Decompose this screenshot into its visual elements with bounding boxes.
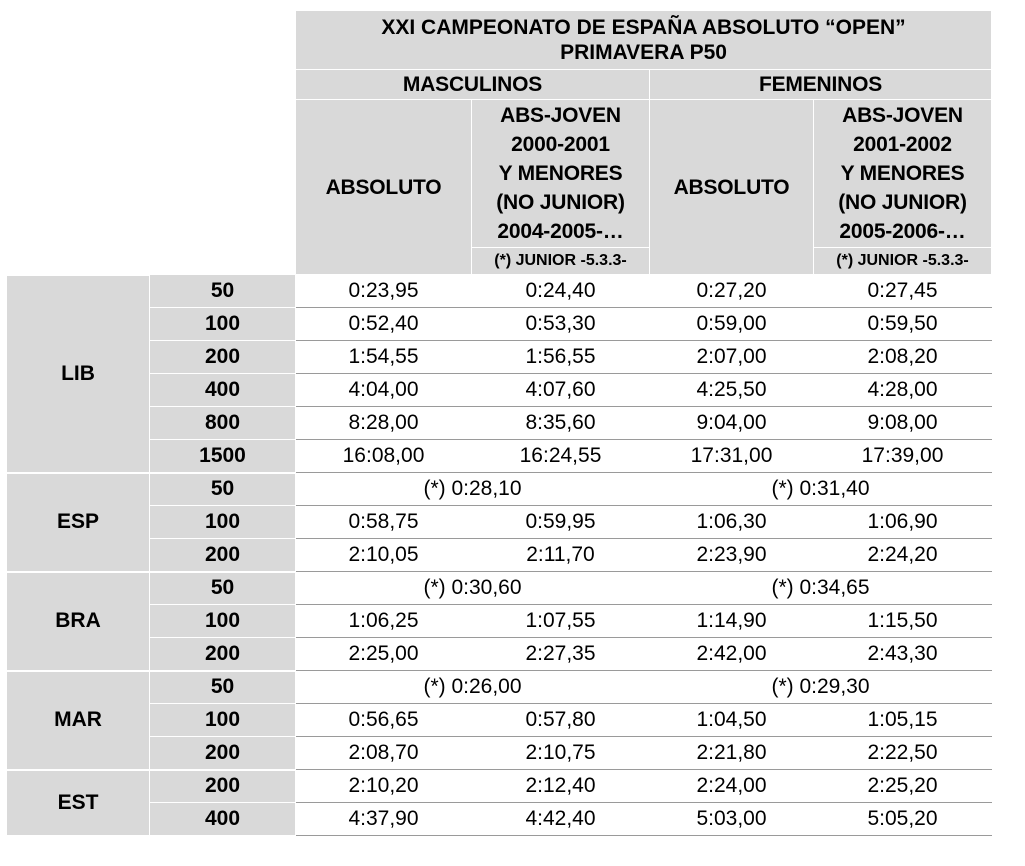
f-absoluto-time: 5:03,00 bbox=[650, 803, 814, 836]
f-joven-line: 2005-2006-… bbox=[839, 220, 966, 243]
m-joven-time: 2:12,40 bbox=[472, 770, 650, 803]
f-joven-time: 2:24,20 bbox=[814, 539, 992, 572]
stroke-label: EST bbox=[7, 770, 150, 836]
table-row bbox=[7, 770, 992, 803]
m-merged-time: (*) 0:30,60 bbox=[296, 572, 650, 605]
m-joven-line: Y MENORES bbox=[498, 162, 623, 185]
m-joven-time: 8:35,60 bbox=[472, 407, 650, 440]
m-absoluto-time: 8:28,00 bbox=[296, 407, 472, 440]
m-joven-time: 0:53,30 bbox=[472, 308, 650, 341]
header-blank bbox=[7, 11, 296, 275]
f-joven-time: 4:28,00 bbox=[814, 374, 992, 407]
m-joven-time: 4:07,60 bbox=[472, 374, 650, 407]
m-merged-time: (*) 0:28,10 bbox=[296, 473, 650, 506]
f-absoluto-time: 2:24,00 bbox=[650, 770, 814, 803]
m-absoluto-time: 16:08,00 bbox=[296, 440, 472, 473]
stroke-label: ESP bbox=[7, 473, 150, 572]
f-merged-time: (*) 0:31,40 bbox=[650, 473, 992, 506]
f-joven-line: (NO JUNIOR) bbox=[838, 191, 967, 214]
table-row bbox=[7, 638, 992, 671]
m-absoluto-time: 4:37,90 bbox=[296, 803, 472, 836]
f-absoluto-time: 17:31,00 bbox=[650, 440, 814, 473]
table-row bbox=[7, 341, 992, 374]
f-joven-time: 1:15,50 bbox=[814, 605, 992, 638]
f-joven-time: 5:05,20 bbox=[814, 803, 992, 836]
m-joven-time: 1:07,55 bbox=[472, 605, 650, 638]
f-absoluto-time: 1:14,90 bbox=[650, 605, 814, 638]
f-absoluto-time: 2:21,80 bbox=[650, 737, 814, 770]
distance-label: 100 bbox=[150, 605, 296, 638]
m-joven-line: (NO JUNIOR) bbox=[496, 191, 625, 214]
femeninos-header: FEMENINOS bbox=[650, 70, 992, 100]
f-joven-time: 2:08,20 bbox=[814, 341, 992, 374]
m-absoluto-time: 2:25,00 bbox=[296, 638, 472, 671]
distance-label: 200 bbox=[150, 341, 296, 374]
distance-label: 200 bbox=[150, 539, 296, 572]
title-line2: PRIMAVERA P50 bbox=[560, 41, 727, 64]
f-joven-time: 17:39,00 bbox=[814, 440, 992, 473]
f-joven-line: Y MENORES bbox=[840, 162, 965, 185]
f-absoluto-time: 1:04,50 bbox=[650, 704, 814, 737]
table-row bbox=[7, 275, 992, 308]
f-junior-note: (*) JUNIOR -5.3.3- bbox=[814, 248, 992, 275]
f-joven-line: ABS-JOVEN bbox=[842, 104, 963, 127]
f-joven-line: 2001-2002 bbox=[853, 133, 952, 156]
table-row bbox=[7, 539, 992, 572]
distance-label: 200 bbox=[150, 737, 296, 770]
f-absoluto-time: 9:04,00 bbox=[650, 407, 814, 440]
m-absoluto-time: 2:10,20 bbox=[296, 770, 472, 803]
distance-label: 800 bbox=[150, 407, 296, 440]
table-row bbox=[7, 308, 992, 341]
table-row bbox=[7, 473, 992, 506]
distance-label: 200 bbox=[150, 770, 296, 803]
m-merged-time: (*) 0:26,00 bbox=[296, 671, 650, 704]
f-absoluto-time: 2:23,90 bbox=[650, 539, 814, 572]
distance-label: 100 bbox=[150, 704, 296, 737]
m-joven-line: 2004-2005-… bbox=[497, 220, 624, 243]
m-absoluto-time: 0:23,95 bbox=[296, 275, 472, 308]
table-row bbox=[7, 572, 992, 605]
m-joven-time: 0:24,40 bbox=[472, 275, 650, 308]
f-joven-time: 2:43,30 bbox=[814, 638, 992, 671]
distance-label: 100 bbox=[150, 308, 296, 341]
f-joven-time: 1:06,90 bbox=[814, 506, 992, 539]
distance-label: 50 bbox=[150, 473, 296, 506]
page-title bbox=[296, 11, 992, 70]
table-row bbox=[7, 506, 992, 539]
stroke-label: LIB bbox=[7, 275, 150, 473]
f-absoluto-time: 2:42,00 bbox=[650, 638, 814, 671]
m-joven-time: 1:56,55 bbox=[472, 341, 650, 374]
m-absoluto-time: 0:56,65 bbox=[296, 704, 472, 737]
table-row bbox=[7, 737, 992, 770]
m-joven-time: 2:11,70 bbox=[472, 539, 650, 572]
m-absoluto-header: ABSOLUTO bbox=[296, 100, 472, 275]
m-joven-time: 2:27,35 bbox=[472, 638, 650, 671]
m-absoluto-time: 1:54,55 bbox=[296, 341, 472, 374]
distance-label: 200 bbox=[150, 638, 296, 671]
title-line1: XXI CAMPEONATO DE ESPAÑA ABSOLUTO “OPEN” bbox=[381, 16, 906, 39]
distance-label: 400 bbox=[150, 374, 296, 407]
distance-label: 100 bbox=[150, 506, 296, 539]
f-absoluto-time: 2:07,00 bbox=[650, 341, 814, 374]
distance-label: 400 bbox=[150, 803, 296, 836]
f-joven-time: 1:05,15 bbox=[814, 704, 992, 737]
stroke-label: BRA bbox=[7, 572, 150, 671]
distance-label: 50 bbox=[150, 572, 296, 605]
f-absoluto-time: 1:06,30 bbox=[650, 506, 814, 539]
table-row bbox=[7, 407, 992, 440]
m-joven-time: 16:24,55 bbox=[472, 440, 650, 473]
m-absoluto-time: 1:06,25 bbox=[296, 605, 472, 638]
f-joven-time: 0:27,45 bbox=[814, 275, 992, 308]
f-joven-time: 0:59,50 bbox=[814, 308, 992, 341]
times-table bbox=[6, 10, 992, 837]
f-joven-time: 2:22,50 bbox=[814, 737, 992, 770]
table-row bbox=[7, 374, 992, 407]
f-abs-joven-header bbox=[814, 100, 992, 248]
distance-label: 50 bbox=[150, 671, 296, 704]
m-absoluto-time: 0:52,40 bbox=[296, 308, 472, 341]
m-abs-joven-header bbox=[472, 100, 650, 248]
f-merged-time: (*) 0:34,65 bbox=[650, 572, 992, 605]
m-joven-time: 2:10,75 bbox=[472, 737, 650, 770]
m-joven-time: 0:59,95 bbox=[472, 506, 650, 539]
m-junior-note: (*) JUNIOR -5.3.3- bbox=[472, 248, 650, 275]
table-row bbox=[7, 803, 992, 836]
f-joven-time: 2:25,20 bbox=[814, 770, 992, 803]
m-joven-line: ABS-JOVEN bbox=[500, 104, 621, 127]
m-joven-line: 2000-2001 bbox=[511, 133, 610, 156]
m-absoluto-time: 2:08,70 bbox=[296, 737, 472, 770]
table-row bbox=[7, 671, 992, 704]
f-absoluto-time: 4:25,50 bbox=[650, 374, 814, 407]
table-row bbox=[7, 605, 992, 638]
f-joven-time: 9:08,00 bbox=[814, 407, 992, 440]
table-row bbox=[7, 440, 992, 473]
masculinos-header: MASCULINOS bbox=[296, 70, 650, 100]
m-absoluto-time: 4:04,00 bbox=[296, 374, 472, 407]
distance-label: 1500 bbox=[150, 440, 296, 473]
f-absoluto-time: 0:27,20 bbox=[650, 275, 814, 308]
m-absoluto-time: 2:10,05 bbox=[296, 539, 472, 572]
m-absoluto-time: 0:58,75 bbox=[296, 506, 472, 539]
f-merged-time: (*) 0:29,30 bbox=[650, 671, 992, 704]
table-row bbox=[7, 704, 992, 737]
m-joven-time: 4:42,40 bbox=[472, 803, 650, 836]
distance-label: 50 bbox=[150, 275, 296, 308]
m-joven-time: 0:57,80 bbox=[472, 704, 650, 737]
f-absoluto-time: 0:59,00 bbox=[650, 308, 814, 341]
f-absoluto-header: ABSOLUTO bbox=[650, 100, 814, 275]
stroke-label: MAR bbox=[7, 671, 150, 770]
